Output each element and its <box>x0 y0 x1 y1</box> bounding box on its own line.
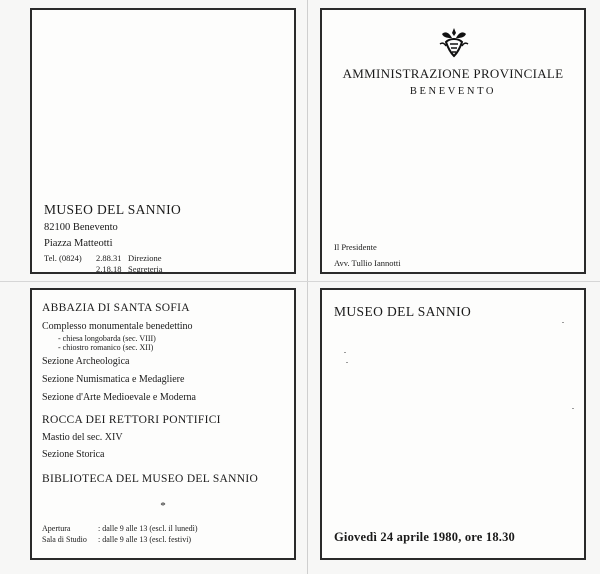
paper-speck <box>346 362 348 363</box>
panel-event <box>320 288 586 560</box>
panel-administration <box>320 8 586 274</box>
section-numismatics: Sezione Numismatica e Medagliere <box>42 374 185 385</box>
tel-number-2: 2.18.18 <box>96 264 122 274</box>
hours-study-value: : dalle 9 alle 13 (escl. festivi) <box>98 535 192 544</box>
event-date: Giovedì 24 aprile 1980, ore 18.30 <box>334 530 516 544</box>
street-address: Piazza Matteotti <box>44 238 113 249</box>
administration-city: BENEVENTO <box>409 86 497 97</box>
tel-label-1: Direzione <box>128 253 162 263</box>
paper-speck <box>562 322 564 323</box>
president-name: Avv. Tullio Iannotti <box>334 258 401 268</box>
abbey-sub-cloister: - chiostro romanico (sec. XII) <box>58 343 154 352</box>
star-separator: * <box>160 500 166 512</box>
hours-opening-value: : dalle 9 alle 13 (escl. il lunedì) <box>98 524 198 533</box>
provincial-emblem-icon <box>434 22 474 62</box>
abbey-sub-church: - chiesa longobarda (sec. VIII) <box>58 334 156 343</box>
abbey-complex: Complesso monumentale benedettino <box>42 321 193 332</box>
president-label: Il Presidente <box>334 242 377 252</box>
panel-museum-address <box>30 8 296 274</box>
hours-opening-label: Apertura <box>42 524 71 533</box>
section-art: Sezione d'Arte Medioevale e Moderna <box>42 392 196 403</box>
abbey-heading: ABBAZIA DI SANTA SOFIA <box>42 302 190 314</box>
rocca-keep: Mastio del sec. XIV <box>42 432 123 443</box>
paper-speck <box>344 352 346 353</box>
tel-prefix: Tel. (0824) <box>44 253 82 263</box>
vertical-fold-line <box>307 0 308 574</box>
tel-label-2: Segreteria <box>128 264 163 274</box>
postal-address: 82100 Benevento <box>44 222 118 233</box>
event-museum-title: MUSEO DEL SANNIO <box>334 304 472 319</box>
paper-speck <box>572 408 574 409</box>
library-heading: BIBLIOTECA DEL MUSEO DEL SANNIO <box>42 473 259 485</box>
rocca-heading: ROCCA DEI RETTORI PONTIFICI <box>42 414 221 426</box>
rocca-history-section: Sezione Storica <box>42 449 105 460</box>
panel-sites-list <box>30 288 296 560</box>
horizontal-fold-line <box>0 281 600 282</box>
section-archeology: Sezione Archeologica <box>42 356 130 367</box>
tel-number-1: 2.88.31 <box>96 253 122 263</box>
administration-title: AMMINISTRAZIONE PROVINCIALE <box>342 66 564 81</box>
hours-study-label: Sala di Studio <box>42 535 87 544</box>
museum-title: MUSEO DEL SANNIO <box>44 202 182 217</box>
